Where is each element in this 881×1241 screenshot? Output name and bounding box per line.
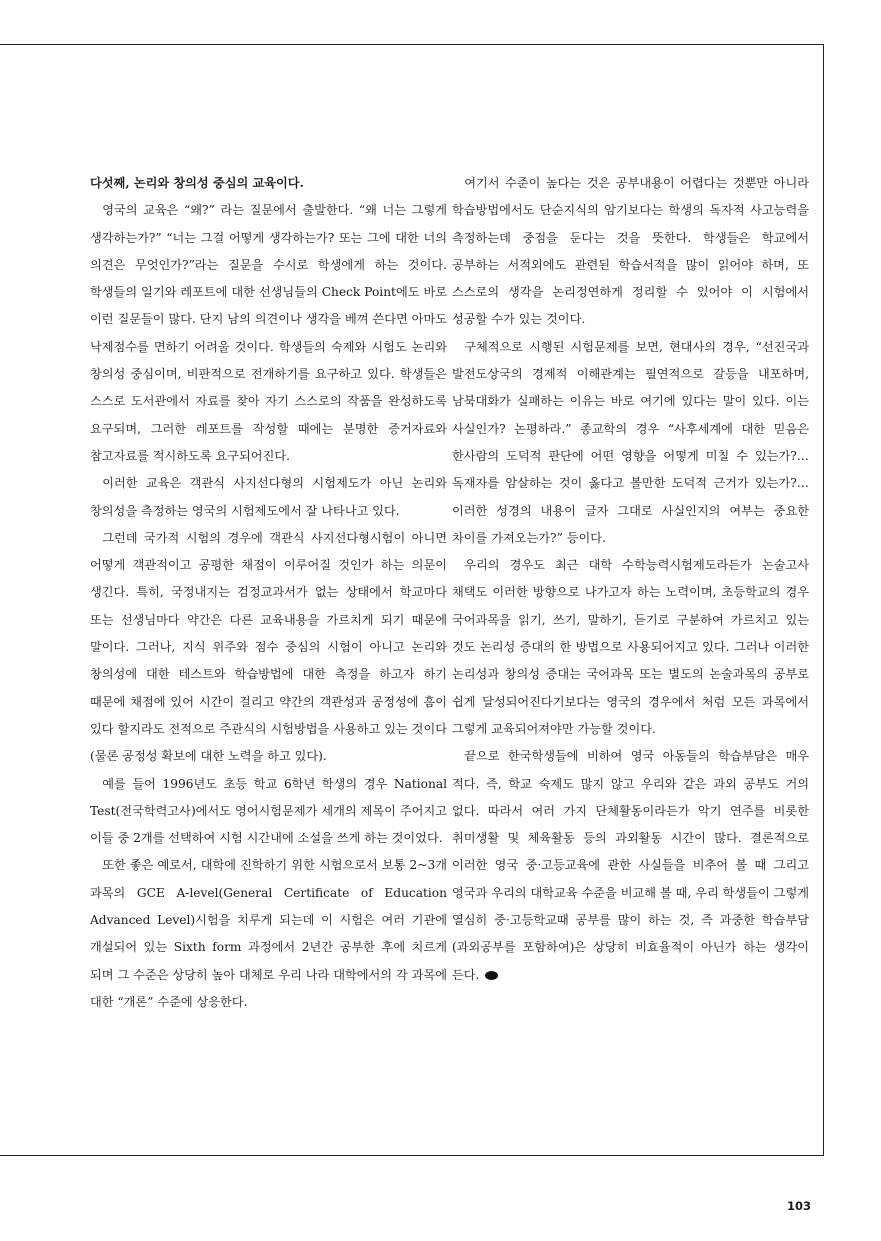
page-frame-top-rule <box>0 44 824 45</box>
left-column <box>90 170 447 1016</box>
body-paragraph: 그런데 국가적 시험의 경우에 객관식 사지선다형시험이 아니면 어떻게 객관적이고 공평한 채점이 이루어질 것인가 하는 의문이 생긴다. 특히, 국정내지는 검정교과서가 없는 상태에서 학교마다 또는 선생님마다 약간은 다른 교육내용을 가르치게 되기 때문에 말이다. 그러나, 지식 위주와 점수 중심의 시험이 아니고 논리와 창의성에 대한 테스트와 학습방법에 대한 측정을 하고자 하기 때문에 채점에 있어 시간이 걸리고 약간의 객관성과 공정성에 흠이 있다 할지라도 전적으로 주관식의 시험방법을 사용하고 있는 것이다(물론 공정성 확보에 대한 노력을 하고 있다). <box>90 530 447 764</box>
final-paragraph-text: 끝으로 한국학생들에 비하여 영국 아동들의 학습부담은 매우 적다. 즉, 학교 숙제도 많지 않고 우리와 같은 과외 공부도 거의 없다. 따라서 여러 가지 단체활동이라든가 악기 연주를 비롯한 취미생활 및 체육활동 등의 과외활동 시간이 많다. 결론적으로 이러한 영국 중·고등교육에 관한 사실들을 비추어 볼 때 그리고 영국과 우리의 대학교육 수준을 비교해 볼 때, 우리 학생들이 그렇게 열심히 중·고등학교때 공부를 많이 하는 것, 즉 과중한 학습부담(과외공부를 포함하여)은 상당히 비효율적이 아닌가 하는 생각이 든다. <box>452 749 809 982</box>
right-column <box>452 170 809 989</box>
body-paragraph: 여기서 수준이 높다는 것은 공부내용이 어렵다는 것뿐만 아니라 학습방법에서도 단순지식의 암기보다는 학생의 독자적 사고능력을 측정하는데 중점을 둔다는 것을 뜻한다. 학생들은 학교에서 공부하는 서적외에도 관련된 학습서적을 많이 읽어야 하며, 또 스스로의 생각을 논리정연하게 정리할 수 있어야 이 시험에서 성공할 수가 있는 것이다. <box>452 176 809 327</box>
body-paragraph: 영국의 교육은 “왜?” 라는 질문에서 출발한다. “왜 너는 그렇게 생각하는가?” “너는 그걸 어떻게 생각하는가? 또는 그에 대한 너의 의견은 무엇인가?”라는 질문을 수시로 학생에게 하는 것이다. 학생들의 일기와 레포트에 대한 선생님들의 Check Point에도 바로 이런 질문들이 많다. 단지 남의 의견이나 생각을 베껴 쓴다면 아마도 낙제점수를 면하기 어려울 것이다. 학생들의 숙제와 시험도 논리와 창의성 중심이며, 비판적으로 전개하기를 요구하고 있다. 학생들은 스스로 도서관에서 자료를 찾아 자기 스스로의 작품을 완성하도록 요구되며, 그러한 레포트를 작성할 때에는 분명한 증거자료와 참고자료를 적시하도록 요구되어진다. <box>90 203 447 463</box>
body-paragraph: 구체적으로 시행된 시험문제를 보면, 현대사의 경우, “선진국과 발전도상국의 경제적 이해관계는 필연적으로 갈등을 내포하며, 남북대화가 실패하는 이유는 바로 여기에 있다는 말이 있다. 이는 사실인가? 논평하라.” 종교학의 경우 “사후세계에 대한 믿음은 한사람의 도덕적 판단에 어떤 영향을 어떻게 미칠 수 있는가?… 독재자를 암살하는 것이 옳다고 볼만한 도덕적 근거가 있는가?… 이러한 성경의 내용이 글자 그대로 사실인지의 여부는 중요한 차이를 가져오는가?” 등이다. <box>452 339 809 545</box>
body-paragraph <box>452 743 809 989</box>
body-paragraph: 이러한 교육은 객관식 사지선다형의 시험제도가 아닌 논리와 창의성을 측정하는 영국의 시험제도에서 잘 나타나고 있다. <box>90 476 447 518</box>
page-number: 103 <box>787 1199 812 1213</box>
section-heading: 다섯째, 논리와 창의성 중심의 교육이다. <box>90 176 304 190</box>
page-frame-right-rule <box>823 44 824 1156</box>
section-heading-paragraph <box>90 170 447 197</box>
body-paragraph: 예를 들어 1996년도 초등 학교 6학년 학생의 경우 National Test(전국학력고사)에서도 영어시험문제가 세개의 제목이 주어지고 이들 중 2개를 선택하여 시험 시간내에 소설을 쓰게 하는 것이었다. <box>90 776 447 846</box>
end-of-article-icon <box>485 971 498 980</box>
page-frame-bottom-rule <box>0 1155 824 1156</box>
body-paragraph: 우리의 경우도 최근 대학 수학능력시험제도라든가 논술고사 채택도 이러한 방향으로 나가고자 하는 노력이며, 초등학교의 경우 국어과목을 읽기, 쓰기, 말하기, 듣기로 구분하여 가르치고 있는 것도 논리성 증대의 한 방법으로 사용되어지고 있다. 그러나 이러한 논리성과 창의성 증대는 국어과목 또는 별도의 논술과목의 공부로 쉽게 달성되어진다기보다는 영국의 경우에서 처럼 모든 과목에서 그렇게 교육되어져야만 가능할 것이다. <box>452 558 809 736</box>
body-paragraph: 또한 좋은 예로서, 대학에 진학하기 위한 시험으로서 보통 2~3개 과목의 GCE A-level(General Certificate of Education Advanced Level)시험을 치루게 되는데 이 시험은 여러 기관에 개설되어 있는 Sixth form 과정에서 2년간 공부한 후에 치르게 되며 그 수준은 상당히 높아 대체로 우리 나라 대학에서의 각 과목에 대한 “개론” 수준에 상응한다. <box>90 858 447 1009</box>
